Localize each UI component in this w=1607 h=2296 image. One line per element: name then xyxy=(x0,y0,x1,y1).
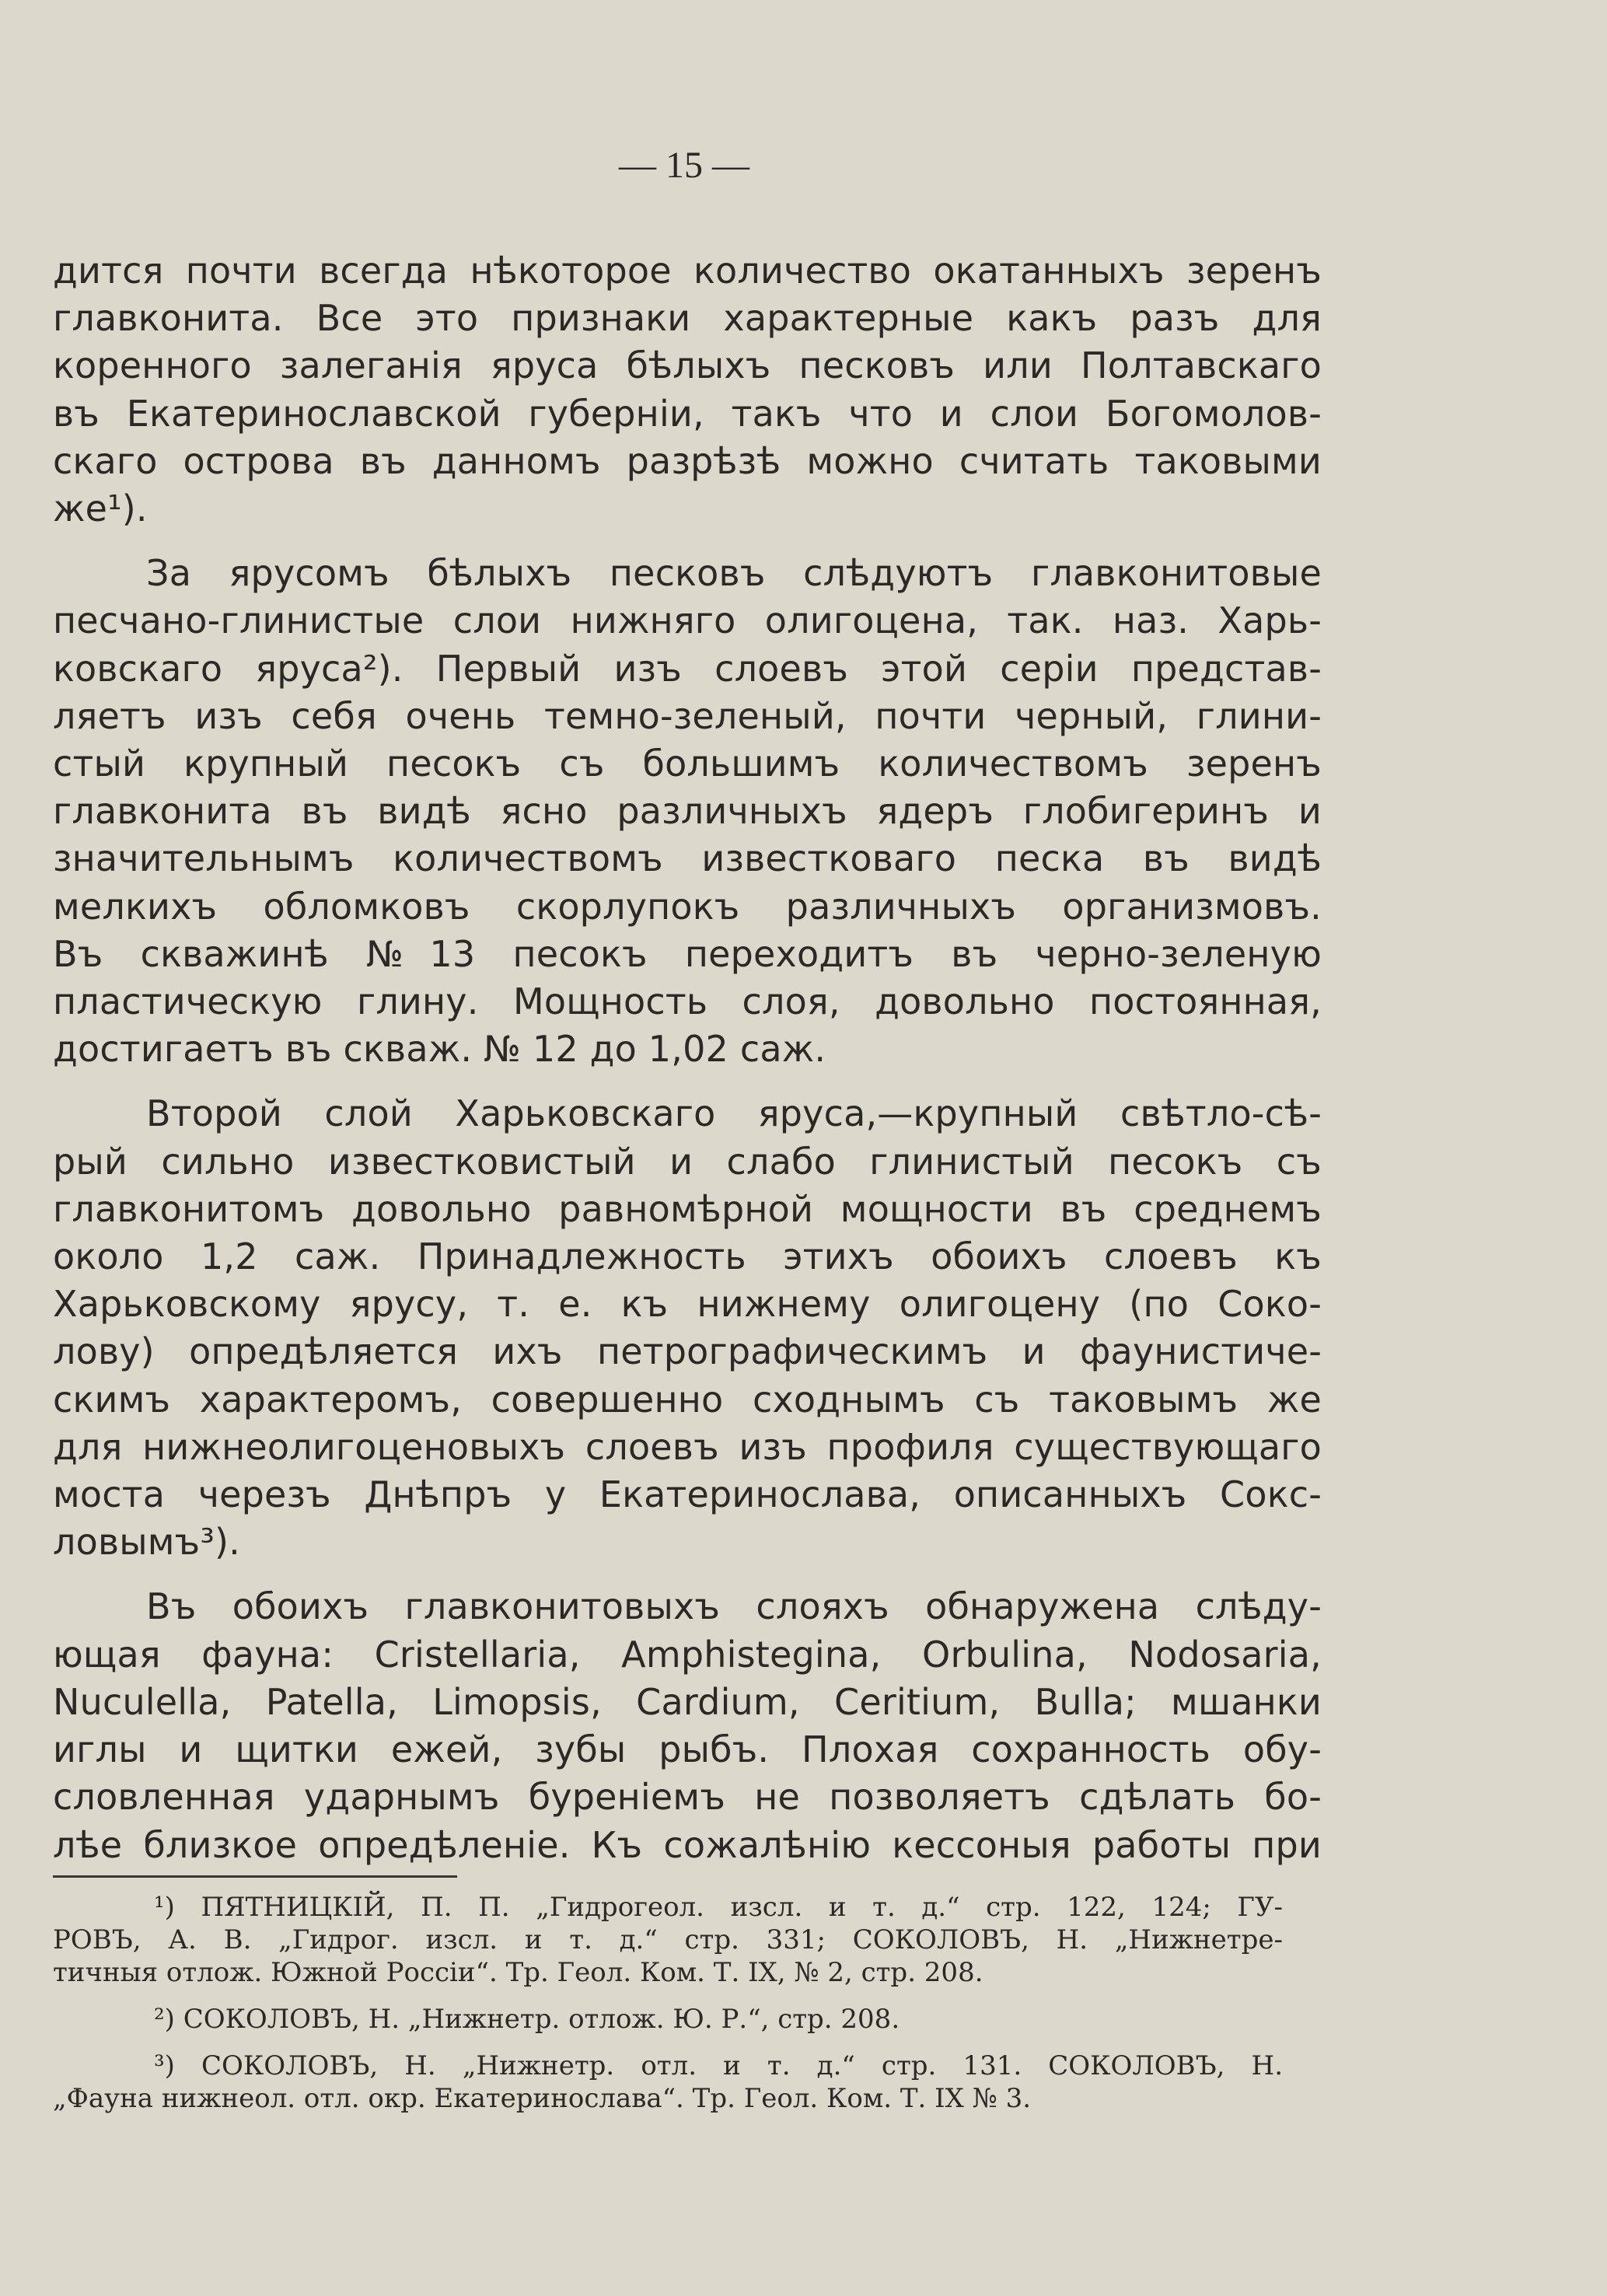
footnote-3 xyxy=(53,2050,1283,2115)
text-line: ляетъ изъ себя очень темно-зеленый, почти черный, глини- xyxy=(53,694,1322,737)
text-line: Харьковскому ярусу, т. е. къ нижнему олигоцену (по Соко- xyxy=(53,1283,1322,1326)
text-line: Nuculella, Patella, Limopsis, Cardium, Ceritium, Bulla; мшанки xyxy=(53,1680,1322,1723)
text-line: пластическую глину. Мощность слоя, довольно постоянная, xyxy=(53,980,1322,1023)
text-line: значительнымъ количествомъ известковаго песка въ видѣ xyxy=(53,837,1322,880)
body-text xyxy=(53,247,1322,1869)
text-line: Въ скважинѣ №13 песокъ переходитъ въ черно-зеленую xyxy=(53,932,1322,975)
text-line: главконита. Все это признаки характерные какъ разъ для xyxy=(53,297,1322,340)
text-line: главконита въ видѣ ясно различныхъ ядеръ глобигеринъ и xyxy=(53,790,1322,833)
text-line: Въ обоихъ главконитовыхъ слояхъ обнаружена слѣду- xyxy=(146,1585,1322,1628)
footnote-line: „Фауна нижнеол. отл. окр. Екатеринослава“. Тр. Геол. Ком. Т. IX № 3. xyxy=(53,2083,1032,2114)
footnote-2 xyxy=(53,2003,1283,2036)
text-line: ловымъ³). xyxy=(53,1521,240,1564)
text-line: для нижнеолигоценовыхъ слоевъ изъ профиля существующаго xyxy=(53,1425,1322,1468)
text-line: лѣе близкое опредѣленіе. Къ сожалѣнію кессоныя работы при xyxy=(53,1823,1322,1866)
footnote-1 xyxy=(53,1891,1283,1989)
text-line: За ярусомъ бѣлыхъ песковъ слѣдуютъ главконитовые xyxy=(146,552,1322,595)
text-line: моста черезъ Днѣпръ у Екатеринослава, описанныхъ Сокс- xyxy=(53,1473,1322,1516)
text-line: ющая фауна: Cristellaria, Amphistegina, Orbulina, Nodosaria, xyxy=(53,1633,1322,1676)
text-line: въ Екатеринославской губерніи, такъ что и слои Богомолов- xyxy=(53,392,1322,435)
text-line: дится почти всегда нѣкоторое количество окатанныхъ зеренъ xyxy=(53,250,1322,292)
text-line: словленная ударнымъ буреніемъ не позволяетъ сдѣлать бо- xyxy=(53,1776,1322,1819)
text-line: рый сильно известковистый и слабо глинистый песокъ съ xyxy=(53,1140,1322,1183)
text-line: главконитомъ довольно равномѣрной мощности въ среднемъ xyxy=(53,1187,1322,1230)
text-line: ковскаго яруса²). Первый изъ слоевъ этой серіи представ- xyxy=(53,647,1322,690)
text-line: же¹). xyxy=(53,488,148,530)
text-line: песчано-глинистые слои нижняго олигоцена, так. наз. Харь- xyxy=(53,599,1322,642)
text-line: скаго острова въ данномъ разрѣзѣ можно считать таковыми xyxy=(53,439,1322,482)
text-line: около 1,2 саж. Принадлежность этихъ обоихъ слоевъ къ xyxy=(53,1235,1322,1278)
paragraph-3 xyxy=(53,1090,1322,1566)
text-line: достигаетъ въ скваж. № 12 до 1,02 саж. xyxy=(53,1028,826,1071)
text-line: иглы и щитки ежей, зубы рыбъ. Плохая сохранность обу- xyxy=(53,1728,1322,1771)
footnotes xyxy=(53,1891,1283,2115)
text-line: лову) опредѣляется ихъ петрографическимъ и фаунистиче- xyxy=(53,1330,1322,1373)
paragraph-2 xyxy=(53,550,1322,1073)
page-number: — 15 — xyxy=(619,145,749,186)
footnote-line: ²) СОКОЛОВЪ, Н. „Нижнетр. отлож. Ю. Р.“, стр. 208. xyxy=(154,2004,900,2035)
text-line: Второй слой Харьковскаго яруса,—крупный свѣтло-сѣ- xyxy=(146,1092,1322,1135)
paragraph-1 xyxy=(53,247,1322,533)
footnote-line: РОВЪ, А. В. „Гидрог. изсл. и т. д.“ стр. 331; СОКОЛОВЪ, Н. „Нижнетре- xyxy=(53,1924,1283,1955)
paragraph-4 xyxy=(53,1583,1322,1868)
text-line: мелкихъ обломковъ скорлупокъ различныхъ организмовъ. xyxy=(53,885,1322,928)
text-line: стый крупный песокъ съ большимъ количествомъ зеренъ xyxy=(53,743,1322,785)
text-line: скимъ характеромъ, совершенно сходнымъ съ таковымъ же xyxy=(53,1378,1322,1421)
footnote-divider xyxy=(53,1875,457,1878)
footnote-line: ³) СОКОЛОВЪ, Н. „Нижнетр. отл. и т. д.“ стр. 131. СОКОЛОВЪ, Н. xyxy=(154,2050,1283,2081)
text-line: коренного залеганія яруса бѣлыхъ песковъ или Полтавскаго xyxy=(53,344,1322,387)
footnote-line: ¹) ПЯТНИЦКІЙ, П. П. „Гидрогеол. изсл. и т. д.“ стр. 122, 124; ГУ- xyxy=(154,1892,1283,1923)
footnote-line: тичныя отлож. Южной Россіи“. Тр. Геол. Ком. Т. IX, № 2, стр. 208. xyxy=(53,1957,983,1988)
